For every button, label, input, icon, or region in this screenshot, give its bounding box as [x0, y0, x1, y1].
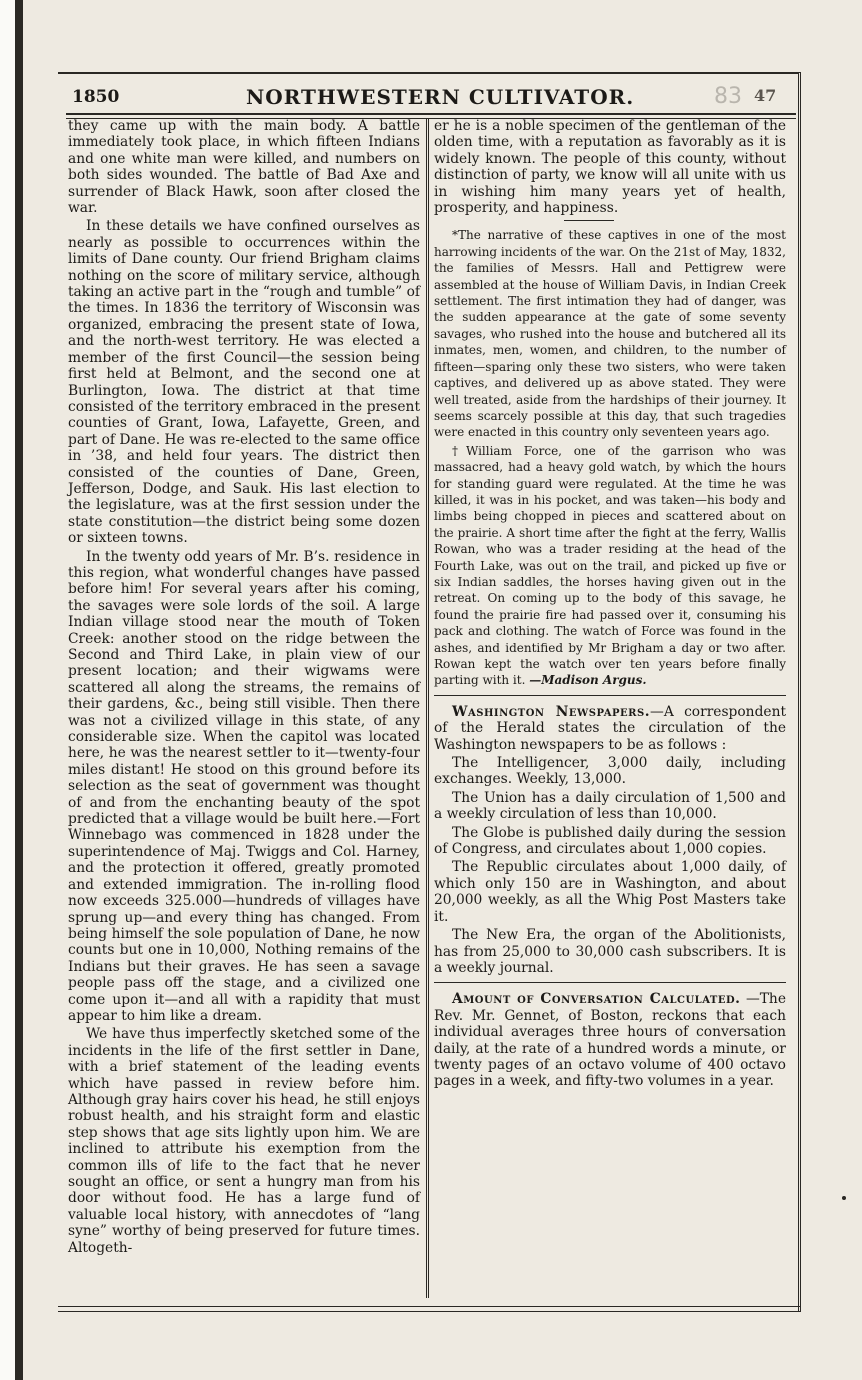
conversation-article: [434, 991, 786, 1089]
conversation-text: —The Rev. Mr. Gennet, of Boston, reckons that each individual averages three hours of conversation daily, at the rate of a hundred words a minute, or twenty pages of an octavo volume of 400 octavo pages in a week, and fifty-two volumes in a year.: [434, 991, 786, 1090]
footnote-captives: *The narrative of these captives in one of the most harrowing incidents of the war. On the 21st of May, 1832, the families of Messrs. Hall and Pettigrew were assembled at the house of William Davis, in Indian Creek settlement. The first intimation they had of danger, was the sudden appearance at the gate of some seventy savages, who rushed into the house and butchered all its inmates, men, women, and children, to the number of fifteen—sparing only these two sisters, who were taken captives, and delivered up as above stated. They were well treated, aside from the hardships of their journey. It seems scarcely possible at this day, that such tragedies were enacted in this country only seventeen years ago.: [434, 228, 786, 440]
section-intro-text: —A correspondent of the Herald states the circulation of the Washington newspapers to be as follows :: [434, 703, 786, 753]
newspaper-item: The New Era, the organ of the Abolitionists, has from 25,000 to 30,000 cash subscribers. It is a weekly journal.: [434, 927, 786, 976]
right-column: [434, 118, 786, 1092]
page-number: 47: [754, 86, 777, 105]
section-heading: Washington Newspapers.: [452, 703, 651, 720]
article-paragraph: er he is a noble specimen of the gentleman of the olden time, with a reputation as favorably as it is widely known. The people of this county, without distinction of party, we know will all unite with us in wishing him many years yet of health, prosperity, and happiness.: [434, 118, 786, 217]
header-year: 1850: [72, 87, 120, 107]
footnote-source: —Madison Argus.: [529, 673, 647, 688]
pencil-annotation: 83: [714, 84, 742, 109]
article-paragraph: In the twenty odd years of Mr. B’s. residence in this region, what wonderful changes have passed before him! For several years after his coming, the savages were sole lords of the soil. A large Indian village stood near the mouth of Token Creek: another stood on the ridge between the Second and Third Lake, in plain view of our present location; and their wigwams were scattered all along the streams, the remains of their gardens, &c., being still visible. Then there was not a civilized village in this state, of any considerable size. When the capitol was located here, he was the nearest settler to it—twenty-four miles distant! He stood on this ground before its selection as the seat of government was thought of and from the enchanting beauty of the spot predicted that a village would be built here.—Fort Winnebago was commenced in 1828 under the superintendence of Maj. Twiggs and Col. Harney, and the protection it offered, greatly promoted and extended immigration. The in-rolling flood now exceeds 325.000—hundreds of villages have sprung up—and every thing has changed. From being himself the sole population of Dane, he now counts but one in 10,000, Nothing remains of the Indians but their graves. He has seen a savage people pass off the stage, and a civilized one come upon it—and all with a rapidity that must appear to him like a dream.: [68, 548, 420, 1024]
header-title: NORTHWESTERN CULTIVATOR.: [246, 85, 635, 109]
newspaper-item: The Republic circulates about 1,000 daily, of which only 150 are in Washington, and about 20,000 weekly, as all the Whig Post Masters take it.: [434, 859, 786, 925]
article-paragraph: We have thus imperfectly sketched some of the incidents in the life of the first settler in Dane, with a brief statement of the leading events which have passed in review before him. Although gray hairs cover his head, he still enjoys robust health, and his straight form and elastic step shows that age sits lightly upon him. We are inclined to attribute his exemption from the common ills of life to the fact that he never sought an office, or sent a hungry man from his door without food. He has a large fund of valuable local history, with annecdotes of “lang syne” worthy of being preserved for future times. Altogeth-: [68, 1026, 420, 1256]
section-rule: [434, 982, 786, 983]
footnote-watch: [434, 443, 786, 689]
article-paragraph: they came up with the main body. A battle immediately took place, in which fifteen Indians and one white man were killed, and numbers on both sides wounded. The battle of Bad Axe and surrender of Black Hawk, soon after closed the war.: [68, 118, 420, 217]
ink-speck: [842, 1196, 846, 1200]
newspaper-item: The Intelligencer, 3,000 daily, including exchanges. Weekly, 13,000.: [434, 755, 786, 788]
newspaper-item: The Globe is published daily during the session of Congress, and circulates about 1,000 copies.: [434, 824, 786, 858]
section-rule: [564, 220, 614, 221]
running-header: [66, 84, 796, 112]
page-bottom-rule: [58, 1306, 801, 1312]
article-paragraph: In these details we have confined ourselves as nearly as possible to occurrences within the limits of Dane county. Our friend Brigham claims nothing on the score of military service, although taking an active part in the “rough and tumble” of the times. In 1836 the territory of Wisconsin was organized, embracing the present state of Iowa, and the north-west territory. He was elected a member of the first Council—the session being first held at Belmont, and the second one at Burlington, Iowa. The district at that time consisted of the territory embraced in the present counties of Grant, Iowa, Lafayette, Green, and part of Dane. He was re-elected to the same office in ’38, and held four years. The district then consisted of the counties of Dane, Green, Jefferson, Dodge, and Sauk. His last election to the legislature, was at the first session under the state constitution—the district being some dozen or sixteen towns.: [68, 218, 420, 547]
newspaper-item: The Union has a daily circulation of 1,500 and a weekly circulation of less than 10,000.: [434, 789, 786, 823]
binding-edge: [15, 0, 23, 1380]
section-heading: Amount of Conversation Calculated.: [452, 991, 741, 1008]
section-rule: [434, 695, 786, 696]
footnote-watch-text: †William Force, one of the garrison who was massacred, had a heavy gold watch, by which the hours for standing guard were regulated. At the time he was killed, it was in his pocket, and was taken—his body and limbs being chopped in pieces and scattered about on the prairie. A short time after the fight at the ferry, Wallis Rowan, who was a trader residing at the head of the Fourth Lake, was out on the trail, and picked up five or six Indian saddles, the horses having given out in the retreat. On coming up to the body of this savage, he found the prairie fire had passed over it, consuming his pack and clothing. The watch of Force was found in the ashes, and identified by Mr Brigham a day or two after. Rowan kept the watch over ten years before finally parting with it.: [434, 443, 786, 688]
column-divider-inner: [428, 118, 429, 1298]
left-column: [68, 118, 420, 1258]
column-divider: [426, 118, 427, 1298]
washington-newspapers-intro: [434, 704, 786, 753]
